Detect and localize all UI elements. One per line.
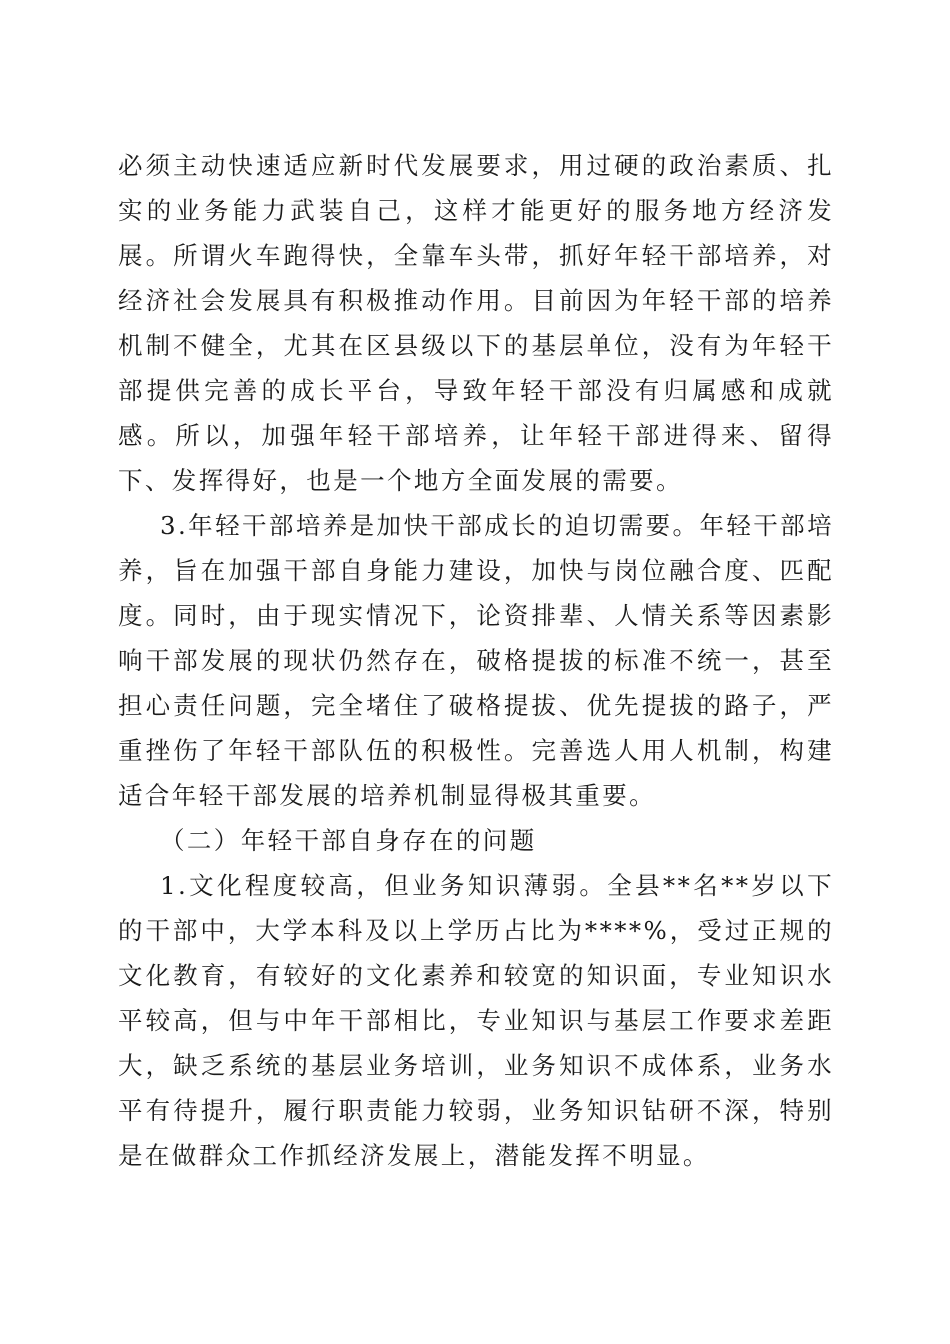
document-body — [118, 143, 834, 1178]
section-heading: （二）年轻干部自身存在的问题 — [160, 826, 537, 855]
body-paragraph-3: 1.文化程度较高，但业务知识薄弱。全县**名**岁以下的干部中，大学本科及以上学历占比为****%，受过正规的文化教育，有较好的文化素养和较宽的知识面，专业知识水平较高，但与中年干部相比，专业知识与基层工作要求差距大，缺乏系统的基层业务培训，业务知识不成体系，业务水平有待提升，履行职责能力较弱，业务知识钻研不深，特别是在做群众工作抓经济发展上，潜能发挥不明显。 — [118, 871, 834, 1170]
body-paragraph-2: 3.年轻干部培养是加快干部成长的迫切需要。年轻干部培养，旨在加强干部自身能力建设，加快与岗位融合度、匹配度。同时，由于现实情况下，论资排辈、人情关系等因素影响干部发展的现状仍然存在，破格提拔的标准不统一，甚至担心责任问题，完全堵住了破格提拔、优先提拔的路子，严重挫伤了年轻干部队伍的积极性。完善选人用人机制，构建适合年轻干部发展的培养机制显得极其重要。 — [118, 511, 834, 810]
body-paragraph-1: 必须主动快速适应新时代发展要求，用过硬的政治素质、扎实的业务能力武装自己，这样才能更好的服务地方经济发展。所谓火车跑得快，全靠车头带，抓好年轻干部培养，对经济社会发展具有积极推动作用。目前因为年轻干部的培养机制不健全，尤其在区县级以下的基层单位，没有为年轻干部提供完善的成长平台，导致年轻干部没有归属感和成就感。所以，加强年轻干部培养，让年轻干部进得来、留得下、发挥得好，也是一个地方全面发展的需要。 — [118, 151, 834, 495]
